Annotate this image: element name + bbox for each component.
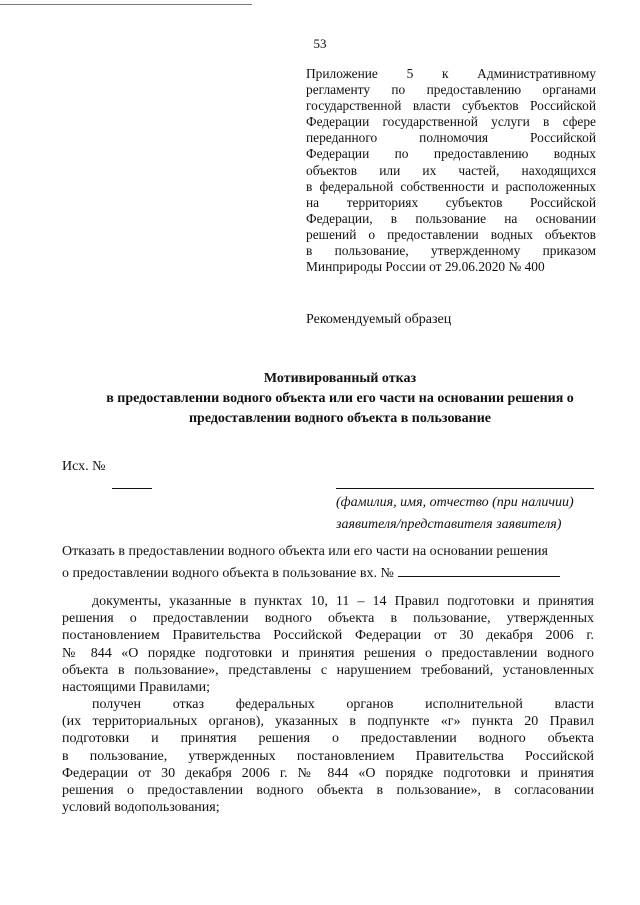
outgoing-number-label: Исх. №: [62, 459, 106, 474]
applicant-caption-line-2: заявителя/представителя заявителя): [336, 517, 562, 532]
appendix-line: в пользование, утвержденному приказом: [306, 243, 596, 259]
refusal-line-1: Отказать в предоставлении водного объекта или его части на основании решения: [62, 544, 548, 559]
refusal-line-2: [62, 563, 560, 585]
paragraph-line: условий водопользования;: [62, 800, 220, 816]
appendix-line: регламенту по предоставлению органами: [306, 82, 596, 98]
incoming-number-fill-line: [398, 566, 560, 577]
appendix-line: переданного полномочия Российской: [306, 130, 596, 146]
paragraph-line: решения о предоставлении водного объекта в пользование», в согласовании: [62, 783, 594, 799]
paragraph-line: объекта в пользование», представлены с нарушением требований, установленных: [62, 662, 594, 678]
paragraph-line: в пользование, утвержденных постановлением Правительства Российской: [62, 748, 594, 764]
appendix-line: государственной власти субъектов Российской: [306, 98, 596, 114]
document-title-line-2: в предоставлении водного объекта или его части на основании решения о: [106, 391, 574, 406]
appendix-line: в федеральной собственности и расположенных: [306, 178, 596, 194]
paragraph-line: решения о предоставлении водного объекта в пользование, утвержденных: [62, 611, 594, 627]
outgoing-number-fill-line: [112, 488, 152, 489]
appendix-line: Федерации государственной услуги в сфере: [306, 114, 596, 130]
reason-paragraph-2: [62, 696, 594, 816]
paragraph-line: № 844 «О порядке подготовки и принятия решения о предоставлении водного: [62, 645, 594, 661]
applicant-name-fill-line: [336, 488, 594, 489]
paragraph-line: получен отказ федеральных органов исполнительной власти: [92, 697, 594, 712]
refusal-line-2-text: о предоставлении водного объекта в пользование вх. №: [62, 566, 394, 581]
appendix-line: Федерации по предоставлению водных: [306, 146, 596, 162]
paragraph-line: Федерации от 30 декабря 2006 г. № 844 «О порядке подготовки и принятия: [62, 765, 594, 781]
appendix-line: Приложение 5 к Административному: [306, 66, 596, 81]
paragraph-line: настоящими Правилами;: [62, 680, 211, 696]
appendix-line: Минприроды России от 29.06.2020 № 400: [306, 259, 545, 275]
refusal-statement: [62, 541, 560, 585]
paragraph-line: подготовки и принятия решения о предоставлении водного объекта: [62, 731, 594, 747]
top-edge-line: [0, 4, 252, 5]
applicant-caption-line-1: (фамилия, имя, отчество (при наличии): [336, 495, 574, 510]
reason-paragraph-1: [62, 593, 594, 696]
appendix-line: решений о предоставлении водных объектов: [306, 226, 596, 242]
appendix-line: на территориях субъектов Российской: [306, 194, 596, 210]
paragraph-line: постановлением Правительства Российской Федерации от 30 декабря 2006 г.: [62, 628, 594, 644]
appendix-block: [306, 66, 596, 275]
applicant-caption: [336, 492, 594, 536]
document-title-line-3: предоставлении водного объекта в пользование: [188, 411, 492, 426]
appendix-line: Федерации, в пользование на основании: [306, 210, 596, 226]
page-number: 53: [313, 36, 327, 51]
paragraph-line: (их территориальных органов), указанных в подпункте «г» пункта 20 Правил: [62, 714, 594, 730]
recommended-sample-label: Рекомендуемый образец: [306, 312, 452, 327]
document-title: Мотивированный отказ: [263, 371, 417, 386]
appendix-line: объектов или их частей, находящихся: [306, 162, 596, 178]
paragraph-line: документы, указанные в пунктах 10, 11 – 14 Правил подготовки и принятия: [92, 594, 594, 609]
